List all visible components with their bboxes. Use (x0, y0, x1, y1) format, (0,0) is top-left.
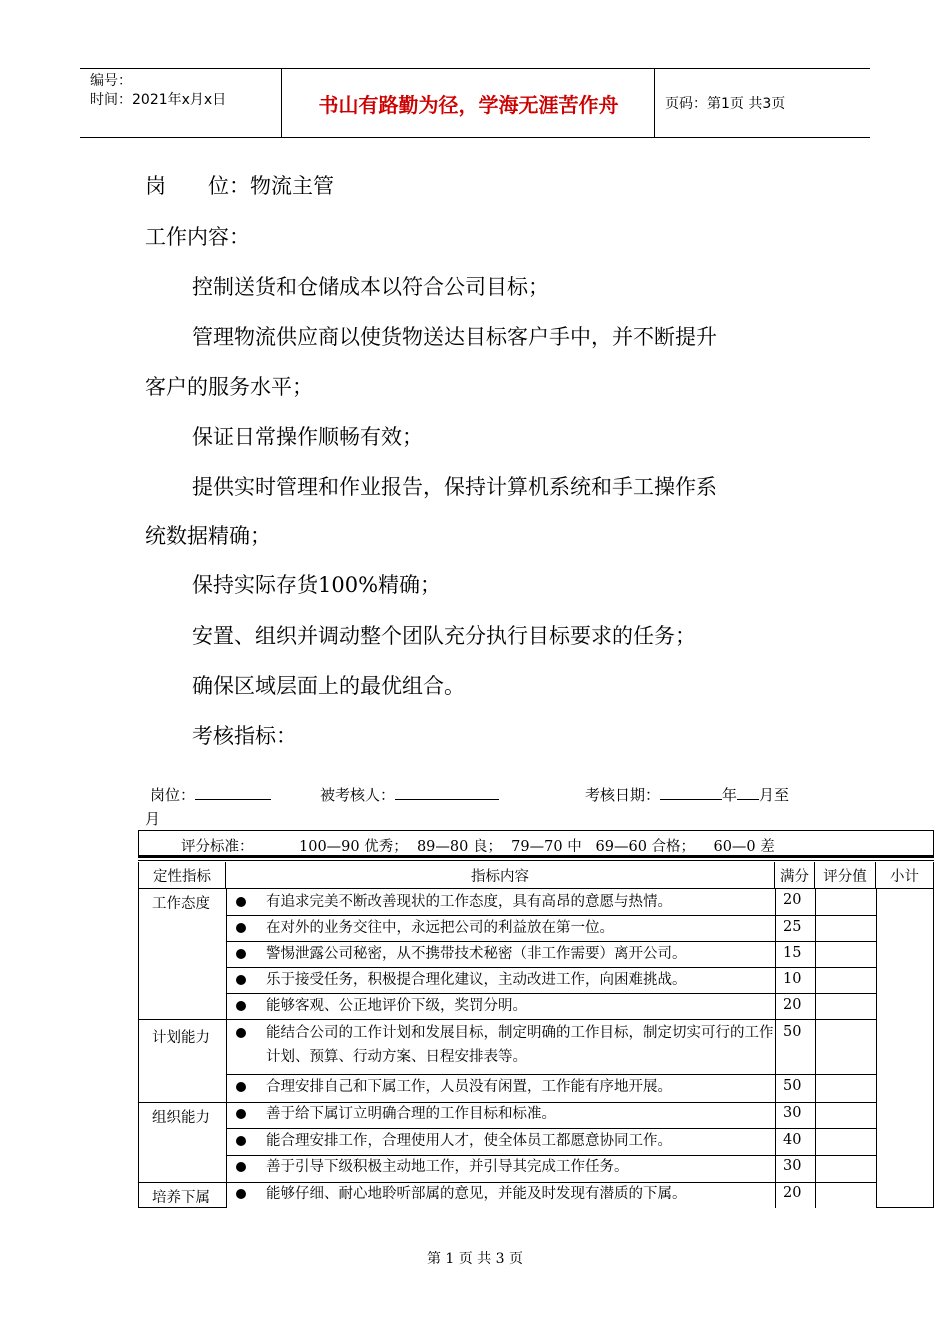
scoring-standard-row (138, 830, 934, 858)
bullet-icon (236, 1109, 246, 1119)
bullet-icon (236, 1001, 246, 1011)
category-staff-development: 培养下属 (152, 1190, 210, 1206)
duty-line: 统数据精确； (145, 524, 271, 548)
duty-line: 保证日常操作顺畅有效； (192, 425, 423, 449)
assessee-label: 被考核人： (320, 786, 396, 804)
duty-line: 确保区域层面上的最优组合。 (192, 674, 465, 698)
scoring-standard-label: 评分标准： (181, 839, 254, 855)
category-organizing: 组织能力 (152, 1110, 210, 1126)
item-full-score: 20 (783, 892, 802, 908)
assessment-label: 考核指标： (192, 724, 297, 748)
item-text: 在对外的业务交往中，永远把公司的利益放在第一位。 (266, 920, 614, 936)
bullet-icon (236, 1136, 246, 1146)
scoring-standard-text: 100—90 优秀； 89—80 良； 79—70 中 69—60 合格； 60—0 差 (299, 839, 775, 855)
item-text: 合理安排自己和下属工作，人员没有闲置，工作能有序地开展。 (266, 1079, 672, 1095)
item-text: 乐于接受任务，积极提合理化建议，主动改进工作，向困难挑战。 (266, 972, 687, 988)
month-blank[interactable] (737, 785, 759, 800)
bullet-icon (236, 897, 246, 907)
item-text: 有追求完美不断改善现状的工作态度，具有高昂的意愿与热情。 (266, 894, 672, 910)
doc-time: 时间：2021年x月x日 (90, 92, 227, 108)
position-line: 岗 位：物流主管 (145, 174, 334, 198)
bullet-icon (236, 1082, 246, 1092)
duty-line: 管理物流供应商以使货物送达目标客户手中，并不断提升 (192, 325, 717, 349)
col-header-content: 指标内容 (226, 862, 775, 889)
item-full-score: 25 (783, 919, 802, 935)
item-full-score: 20 (783, 1185, 802, 1201)
item-full-score: 30 (783, 1105, 802, 1121)
item-full-score: 50 (783, 1024, 802, 1040)
bullet-icon (236, 1028, 246, 1038)
work-content-label: 工作内容： (145, 225, 250, 249)
bullet-icon (236, 949, 246, 959)
item-text: 善于引导下级积极主动地工作，并引导其完成工作任务。 (266, 1159, 629, 1175)
post-field (150, 784, 271, 805)
post-label: 岗位： (150, 786, 196, 804)
item-text: 能结合公司的工作计划和发展目标，制定明确的工作目标，制定切实可行的工作计划、预算、行动方案、日程安排表等。 (266, 1025, 774, 1065)
header-page-info: 页码：第1页 共3页 (665, 96, 786, 112)
item-text: 能合理安排工作，合理使用人才，使全体员工都愿意协同工作。 (266, 1133, 672, 1149)
item-full-score: 15 (783, 945, 802, 961)
assessee-blank[interactable] (395, 785, 499, 800)
post-blank[interactable] (195, 785, 271, 800)
date-field (585, 784, 789, 805)
category-work-attitude: 工作态度 (152, 896, 210, 912)
page-footer: 第 1 页 共 3 页 (426, 1251, 524, 1267)
page-header (80, 68, 870, 138)
item-full-score: 30 (783, 1158, 802, 1174)
header-meta (80, 69, 282, 137)
bullet-icon (236, 1162, 246, 1172)
duty-line: 客户的服务水平； (145, 375, 313, 399)
month-label: 月 (145, 810, 161, 828)
duty-line: 保持实际存货100%精确； (192, 573, 442, 597)
year-blank[interactable] (660, 785, 722, 800)
item-text: 善于给下属订立明确合理的工作目标和标准。 (266, 1106, 556, 1122)
item-full-score: 10 (783, 971, 802, 987)
assessee-field (320, 784, 499, 805)
bullet-icon (236, 923, 246, 933)
year-label: 年 (722, 786, 738, 804)
header-motto: 书山有路勤为径，学海无涯苦作舟 (283, 69, 655, 137)
duty-line: 控制送货和仓储成本以符合公司目标； (192, 275, 549, 299)
category-planning: 计划能力 (152, 1030, 210, 1046)
item-full-score: 20 (783, 997, 802, 1013)
item-text: 能够客观、公正地评价下级，奖罚分明。 (266, 998, 527, 1014)
doc-number-label: 编号： (90, 73, 132, 89)
col-header-subtotal: 小计 (876, 862, 934, 889)
date-label: 考核日期： (585, 786, 661, 804)
month-to-label: 月至 (759, 786, 790, 804)
item-text: 警惕泄露公司秘密，从不携带技术秘密（非工作需要）离开公司。 (266, 946, 687, 962)
col-header-full-score: 满分 (775, 862, 815, 889)
bullet-icon (236, 975, 246, 985)
duty-line: 提供实时管理和作业报告，保持计算机系统和手工操作系 (192, 475, 717, 499)
item-full-score: 40 (783, 1132, 802, 1148)
duty-line: 安置、组织并调动整个团队充分执行目标要求的任务； (192, 624, 696, 648)
col-header-category: 定性指标 (138, 862, 226, 889)
item-full-score: 50 (783, 1078, 802, 1094)
bullet-icon (236, 1189, 246, 1199)
col-header-rating: 评分值 (815, 862, 876, 889)
item-text: 能够仔细、耐心地聆听部属的意见，并能及时发现有潜质的下属。 (266, 1186, 687, 1202)
